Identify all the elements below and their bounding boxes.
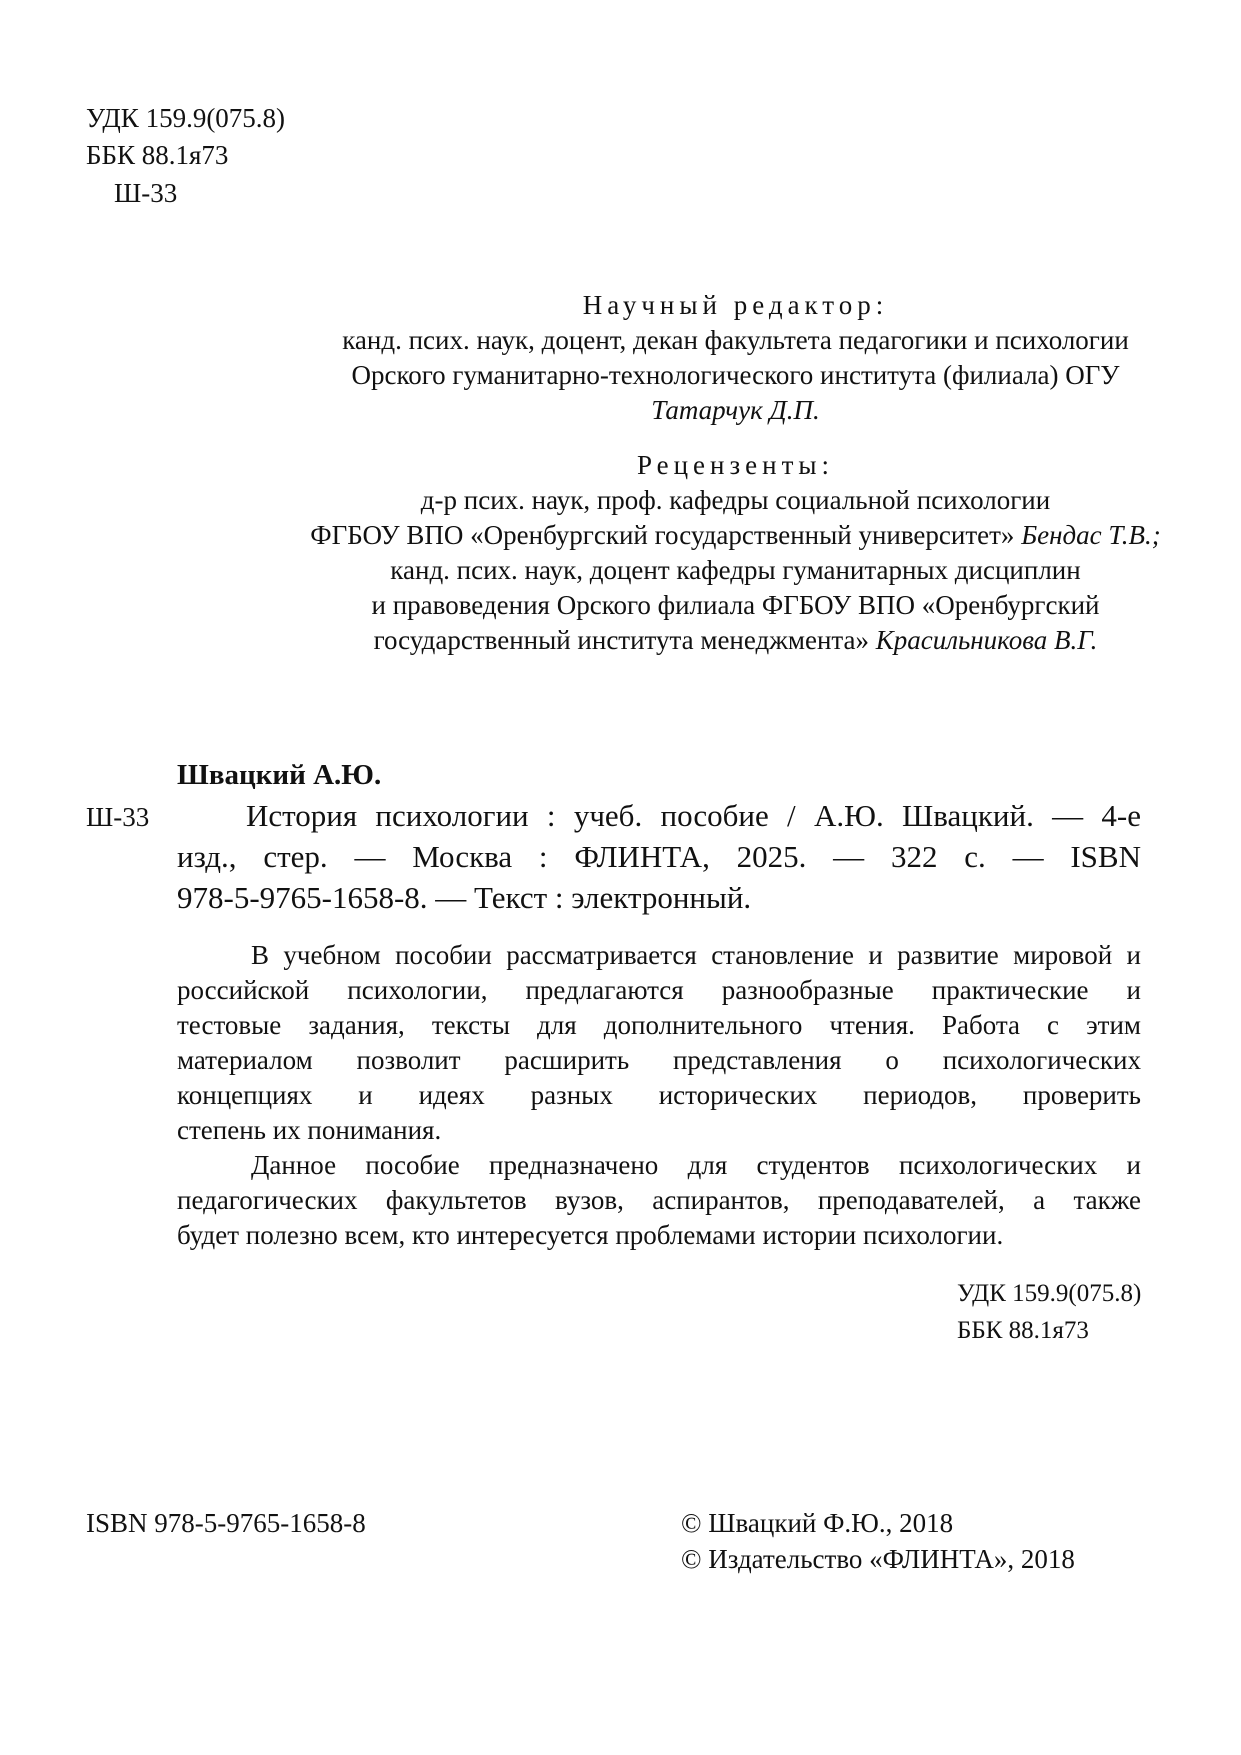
copyright-publisher: © Издательство «ФЛИНТА», 2018 <box>681 1544 1075 1574</box>
record-author: Швацкий А.Ю. <box>177 759 382 791</box>
scientific-editor-line: Орского гуманитарно-технологического института (филиала) ОГУ <box>351 360 1120 390</box>
abstract-line: тестовые задания, тексты для дополнительного чтения. Работа с этим <box>177 1010 1141 1040</box>
reviewer-name: Бендас Т.В.; <box>1021 520 1161 550</box>
scientific-editor-heading: Научный редактор: <box>582 290 889 320</box>
reviewers-line: канд. псих. наук, доцент кафедры гуманитарных дисциплин <box>390 555 1081 585</box>
record-line: 978-5-9765-1658-8. — Текст : электронный. <box>177 880 752 915</box>
reviewers-line: д-р псих. наук, проф. кафедры социальной психологии <box>420 485 1051 515</box>
abstract-line: российской психологии, предлагаются разнообразные практические и <box>177 975 1141 1005</box>
record-line: История психологии : учеб. пособие / А.Ю. Швацкий. — 4-е <box>246 798 1141 833</box>
reviewers-block <box>0 448 1241 658</box>
copyright-block <box>681 1505 1075 1577</box>
isbn: ISBN 978-5-9765-1658-8 <box>86 1508 366 1538</box>
scientific-editor-block <box>0 288 1241 428</box>
abstract <box>177 938 1141 1253</box>
abstract-line: Данное пособие предназначено для студентов психологических и <box>251 1150 1141 1180</box>
scientific-editor-line: канд. псих. наук, доцент, декан факультета педагогики и психологии <box>342 325 1129 355</box>
udk-code: УДК 159.9(075.8) <box>86 103 286 133</box>
copyright-author: © Швацкий Ф.Ю., 2018 <box>681 1508 954 1538</box>
record-line: изд., стер. — Москва : ФЛИНТА, 2025. — 322 с. — ISBN <box>177 839 1141 874</box>
classification-bottom <box>957 1275 1141 1349</box>
reviewer-name: Красильникова В.Г. <box>875 625 1098 655</box>
abstract-line: В учебном пособии рассматривается становление и развитие мировой и <box>251 940 1141 970</box>
abstract-line: материалом позволит расширить представления о психологических <box>177 1045 1141 1075</box>
author-sign-top: Ш-33 <box>114 178 178 208</box>
reviewers-line <box>230 623 1241 658</box>
bbk-code: ББК 88.1я73 <box>86 140 229 170</box>
reviewer-affiliation: государственный института менеджмента» <box>373 625 870 655</box>
reviewers-line <box>230 518 1241 553</box>
bibliographic-record <box>177 795 1141 918</box>
reviewers-line: и правоведения Орского филиала ФГБОУ ВПО «Оренбургский <box>371 590 1100 620</box>
reviewer-affiliation: ФГБОУ ВПО «Оренбургский государственный университет» <box>310 520 1015 550</box>
abstract-line: будет полезно всем, кто интересуется проблемами истории психологии. <box>177 1220 1004 1250</box>
classification-top <box>86 100 285 174</box>
abstract-line: концепциях и идеях разных исторических периодов, проверить <box>177 1080 1141 1110</box>
reviewers-heading: Рецензенты: <box>636 450 835 480</box>
abstract-line: педагогических факультетов вузов, аспирантов, преподавателей, а также <box>177 1185 1141 1215</box>
record-author-sign: Ш-33 <box>86 802 150 832</box>
udk-code: УДК 159.9(075.8) <box>957 1280 1142 1307</box>
bbk-code: ББК 88.1я73 <box>957 1317 1089 1344</box>
scientific-editor-name: Татарчук Д.П. <box>651 395 820 425</box>
abstract-line: степень их понимания. <box>177 1115 442 1145</box>
